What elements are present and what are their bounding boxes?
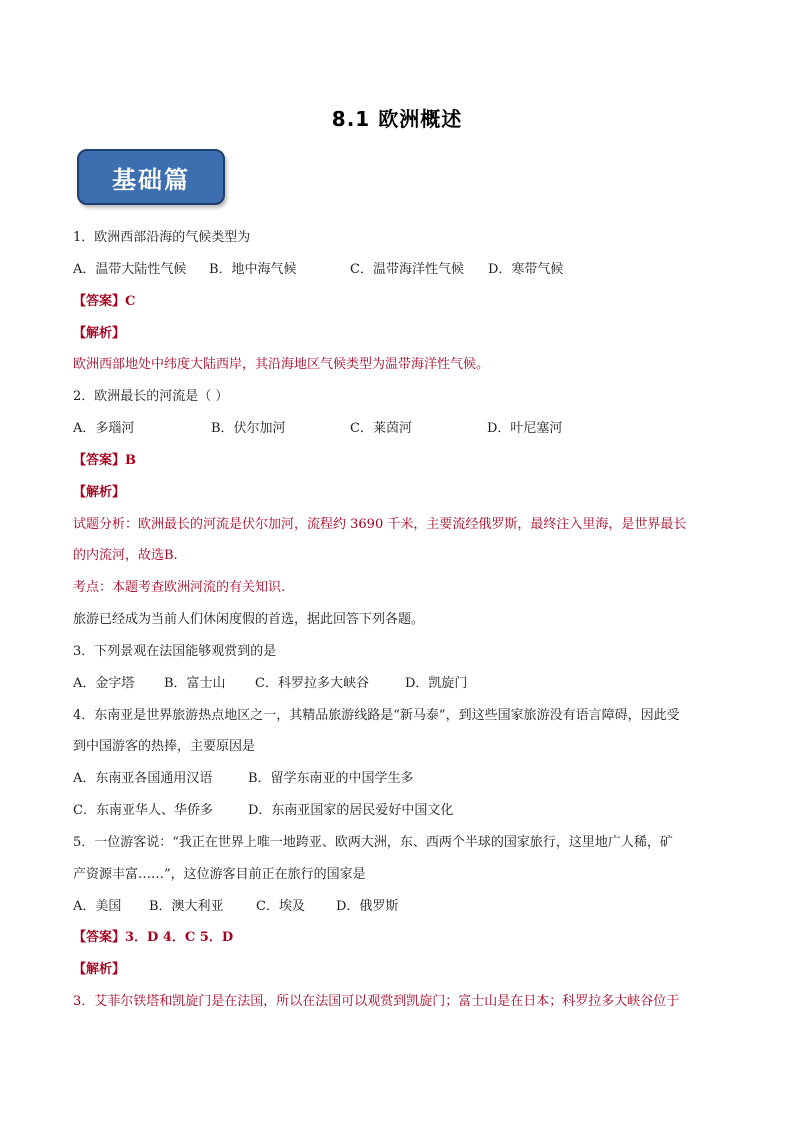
- page-title: 8.1 欧洲概述: [331, 107, 463, 131]
- q5-option-b: B．澳大利亚: [149, 899, 224, 914]
- q4-option-b: B．留学东南亚的中国学生多: [248, 771, 414, 786]
- q4-option-a: A．东南亚各国通用汉语: [73, 771, 213, 786]
- q4-option-c: C．东南亚华人、华侨多: [73, 803, 213, 818]
- q5-option-c: C．埃及: [256, 899, 305, 914]
- q2-option-b: B．伏尔加河: [211, 421, 286, 436]
- q5-stem-line2: 产资源丰富……”，这位游客目前正在旅行的国家是: [73, 867, 366, 882]
- q1-option-d: D．寒带气候: [488, 262, 564, 277]
- q1-analysis-label: 【解析】: [73, 326, 126, 341]
- q5-stem-line1: 5．一位游客说：“我正在世界上唯一地跨亚、欧两大洲，东、西两个半球的国家旅行，这里地广人稀，矿: [73, 835, 673, 850]
- q2-option-a: A．多瑙河: [73, 421, 135, 436]
- group-answer: [73, 929, 233, 947]
- q1-options: [73, 261, 563, 279]
- section-badge: [77, 149, 225, 205]
- q5-options: [73, 898, 398, 916]
- group-intro: 旅游已经成为当前人们休闲度假的首选，据此回答下列各题。: [73, 612, 425, 627]
- q5-option-a: A．美国: [73, 899, 122, 914]
- q1-option-b: B．地中海气候: [209, 262, 297, 277]
- q3-option-c: C．科罗拉多大峡谷: [255, 676, 369, 691]
- q4-stem-line1: 4．东南亚是世界旅游热点地区之一，其精品旅游线路是“新马泰”，到这些国家旅游没有语言障碍，因此受: [73, 708, 680, 723]
- q2-point: 考点：本题考查欧洲河流的有关知识.: [73, 580, 286, 595]
- q4-stem-line2: 到中国游客的热捧，主要原因是: [73, 739, 256, 754]
- q2-stem: 2．欧洲最长的河流是（ ）: [73, 389, 229, 404]
- answer-label: 【答案】: [73, 453, 126, 468]
- answer-value: 3．D 4．C 5．D: [125, 930, 234, 945]
- q3-stem: 3．下列景观在法国能够观赏到的是: [73, 644, 277, 659]
- q2-analysis-line1: 试题分析：欧洲最长的河流是伏尔加河，流程约 3690 千米，主要流经俄罗斯，最终注入里海，是世界最长: [73, 517, 687, 532]
- answer-label: 【答案】: [73, 930, 126, 945]
- q2-options: [73, 420, 562, 438]
- q3-options: [73, 675, 467, 693]
- q3-option-a: A．金字塔: [73, 676, 135, 691]
- q5-option-d: D．俄罗斯: [336, 899, 399, 914]
- q1-analysis: 欧洲西部地处中纬度大陆西岸，其沿海地区气候类型为温带海洋性气候。: [73, 357, 490, 372]
- q1-answer: [73, 293, 135, 311]
- q2-option-d: D．叶尼塞河: [487, 421, 563, 436]
- q4-options-row2: [73, 802, 453, 820]
- q3-option-b: B．富士山: [164, 676, 226, 691]
- q3-option-d: D．凯旋门: [405, 676, 468, 691]
- answer-label: 【答案】: [73, 294, 126, 309]
- section-badge-label: 基础篇: [112, 164, 190, 194]
- q2-option-c: C．莱茵河: [350, 421, 412, 436]
- q4-options-row1: [73, 770, 414, 788]
- q2-analysis-label: 【解析】: [73, 485, 126, 500]
- q1-stem: 1．欧洲西部沿海的气候类型为: [73, 230, 251, 245]
- group-analysis-label: 【解析】: [73, 962, 126, 977]
- answer-value: B: [125, 453, 137, 468]
- q1-option-c: C．温带海洋性气候: [350, 262, 464, 277]
- q2-answer: [73, 452, 136, 470]
- q4-option-d: D．东南亚国家的居民爱好中国文化: [248, 803, 454, 818]
- q2-analysis-line2: 的内流河，故选B.: [73, 548, 178, 563]
- answer-value: C: [125, 294, 136, 309]
- q1-option-a: A．温带大陆性气候: [73, 262, 187, 277]
- group-analysis: 3．艾菲尔铁塔和凯旋门是在法国，所以在法国可以观赏到凯旋门；富士山是在日本；科罗拉多大峡谷位于: [73, 994, 680, 1009]
